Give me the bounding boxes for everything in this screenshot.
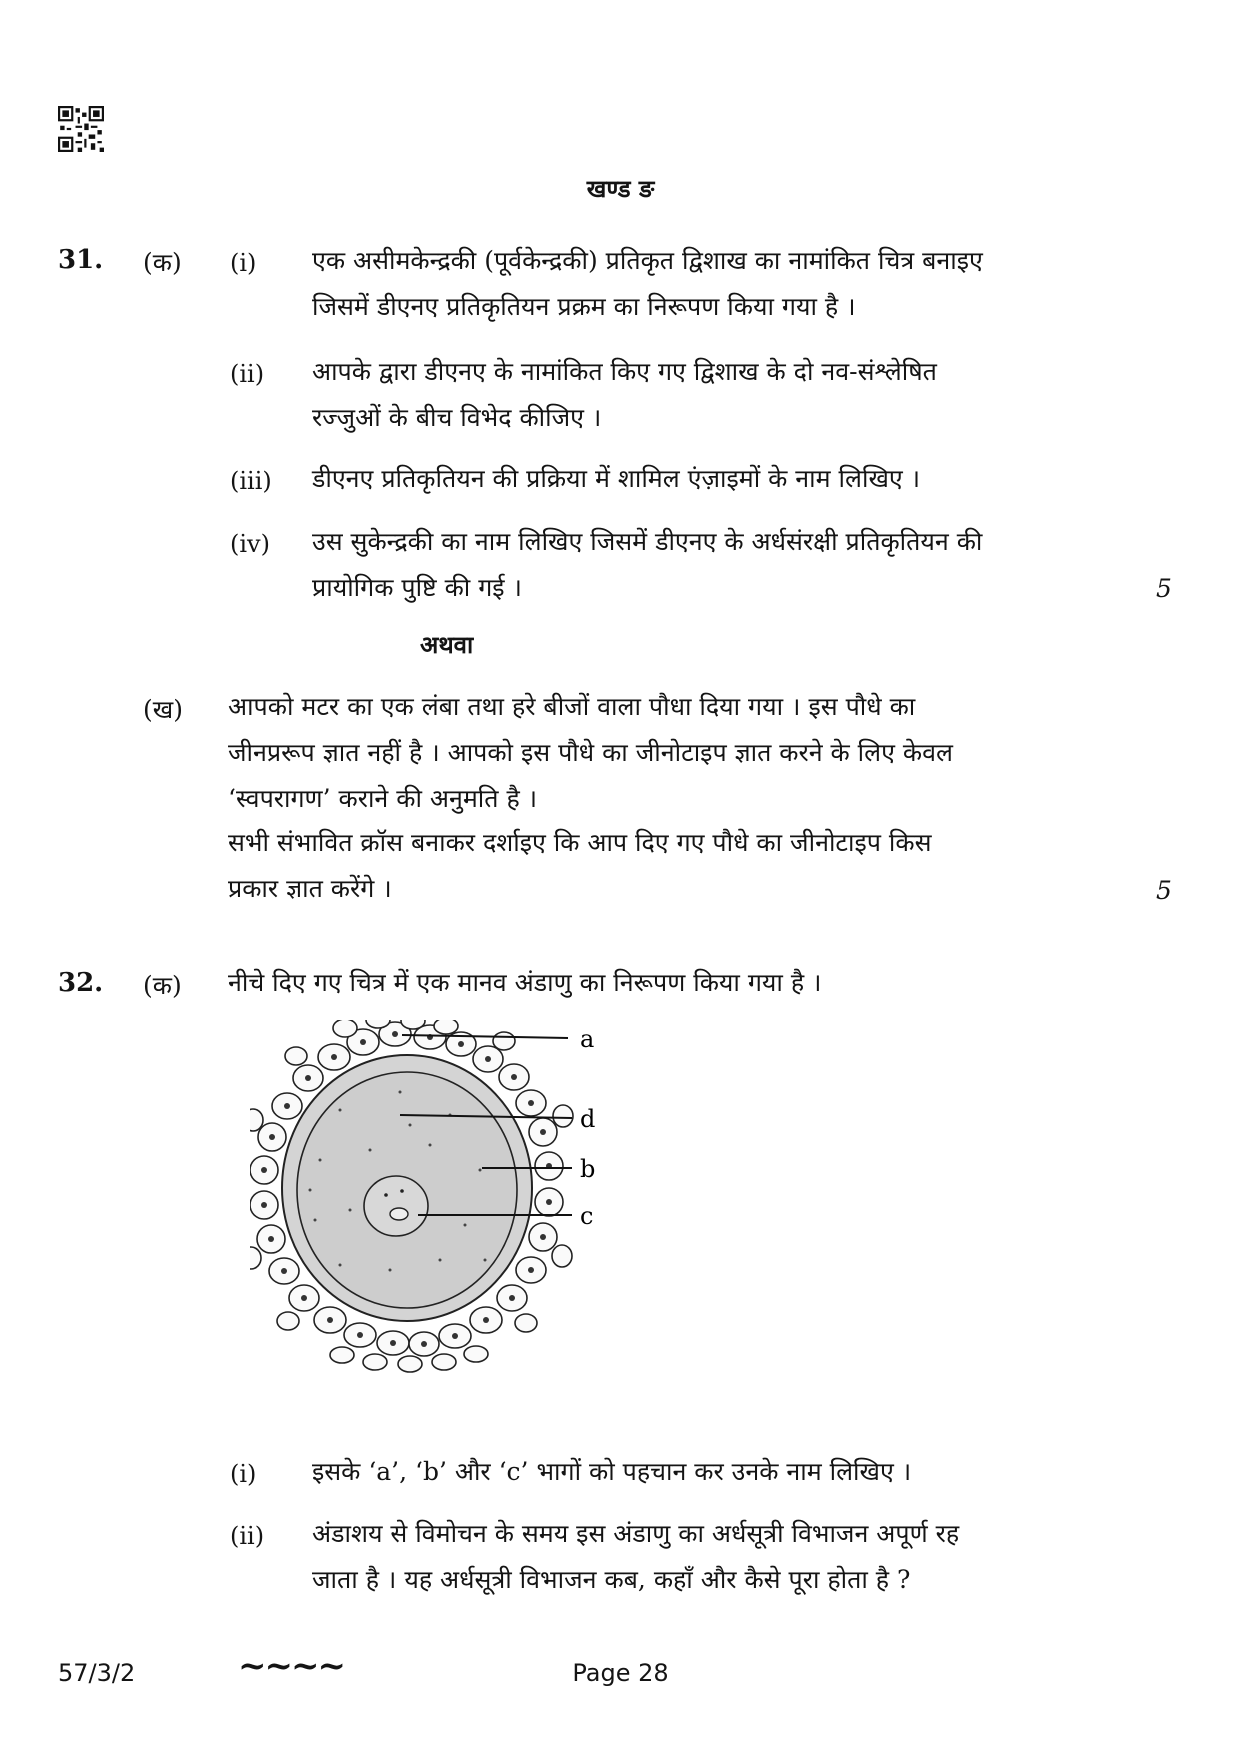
q31-part-b-label: (ख)	[143, 695, 183, 724]
nucleolus	[390, 1208, 408, 1220]
q31-a-item-iv-line2: प्रायोगिक पुष्टि की गई ।	[312, 573, 522, 602]
q32-a-item-i-number: (i)	[230, 1460, 257, 1488]
human-ovum-figure	[250, 1020, 690, 1390]
qr-code-icon	[58, 106, 104, 152]
q32-a-item-ii-line2: जाता है । यह अर्धसूत्री विभाजन कब, कहाँ और कैसे पूरा होता है ?	[312, 1565, 911, 1594]
q31-b-line4: सभी संभावित क्रॉस बनाकर दर्शाइए कि आप दिए गए पौधे का जीनोटाइप किस	[228, 828, 932, 857]
q32-a-item-ii-line1: अंडाशय से विमोचन के समय इस अंडाणु का अर्धसूत्री विभाजन अपूर्ण रह	[312, 1519, 960, 1548]
q31-b-line2: जीनप्ररूप ज्ञात नहीं है । आपको इस पौधे का जीनोटाइप ज्ञात करने के लिए केवल	[228, 738, 953, 767]
q31-a-item-ii-line2: रज्जुओं के बीच विभेद कीजिए ।	[312, 403, 602, 432]
q31-a-item-ii-line1: आपके द्वारा डीएनए के नामांकित किए गए द्विशाख के दो नव-संश्लेषित	[312, 357, 937, 386]
paper-code: 57/3/2	[58, 1659, 136, 1687]
q31-b-line1: आपको मटर का एक लंबा तथा हरे बीजों वाला पौधा दिया गया । इस पौधे का	[228, 692, 916, 721]
figure-label-a: a	[580, 1025, 595, 1053]
q31-a-item-i-number: (i)	[230, 249, 257, 277]
q32-a-intro: नीचे दिए गए चित्र में एक मानव अंडाणु का निरूपण किया गया है ।	[228, 968, 822, 997]
q31-a-item-iii-number: (iii)	[230, 467, 272, 495]
nucleus	[364, 1176, 428, 1236]
q31-a-item-iv-number: (iv)	[230, 530, 270, 558]
or-label: अथवा	[420, 630, 474, 659]
q32-a-item-i-line1: इसके ‘a’, ‘b’ और ‘c’ भागों को पहचान कर उनके नाम लिखिए ।	[312, 1457, 912, 1486]
figure-label-b: b	[580, 1155, 596, 1183]
q31-a-item-ii-number: (ii)	[230, 360, 265, 388]
q31-b-line3: ‘स्वपरागण’ कराने की अनुमति है ।	[228, 784, 538, 813]
q31-b-line5: प्रकार ज्ञात करेंगे ।	[228, 874, 392, 903]
q31-b-marks: 5	[1156, 876, 1172, 905]
page-number: Page 28	[572, 1659, 669, 1687]
question-number-32: 32.	[58, 968, 104, 998]
q32-part-a-label: (क)	[143, 971, 182, 1000]
figure-label-d: d	[580, 1105, 596, 1133]
section-title: खण्ड ङ	[586, 174, 655, 203]
q31-a-item-i-line2: जिसमें डीएनए प्रतिकृतियन प्रक्रम का निरूपण किया गया है ।	[312, 292, 856, 321]
q31-a-item-iii-line1: डीएनए प्रतिकृतियन की प्रक्रिया में शामिल एंज़ाइमों के नाम लिखिए ।	[312, 464, 921, 493]
q32-a-item-ii-number: (ii)	[230, 1522, 265, 1550]
q31-a-marks: 5	[1156, 574, 1172, 603]
figure-label-c: c	[580, 1202, 594, 1230]
wave-decoration: ~~~~	[238, 1646, 344, 1686]
q31-a-item-i-line1: एक असीमकेन्द्रकी (पूर्वकेन्द्रकी) प्रतिकृत द्विशाख का नामांकित चित्र बनाइए	[312, 246, 983, 275]
q31-part-a-label: (क)	[143, 248, 182, 277]
q31-a-item-iv-line1: उस सुकेन्द्रकी का नाम लिखिए जिसमें डीएनए के अर्धसंरक्षी प्रतिकृतियन की	[312, 527, 983, 556]
question-number-31: 31.	[58, 245, 104, 275]
